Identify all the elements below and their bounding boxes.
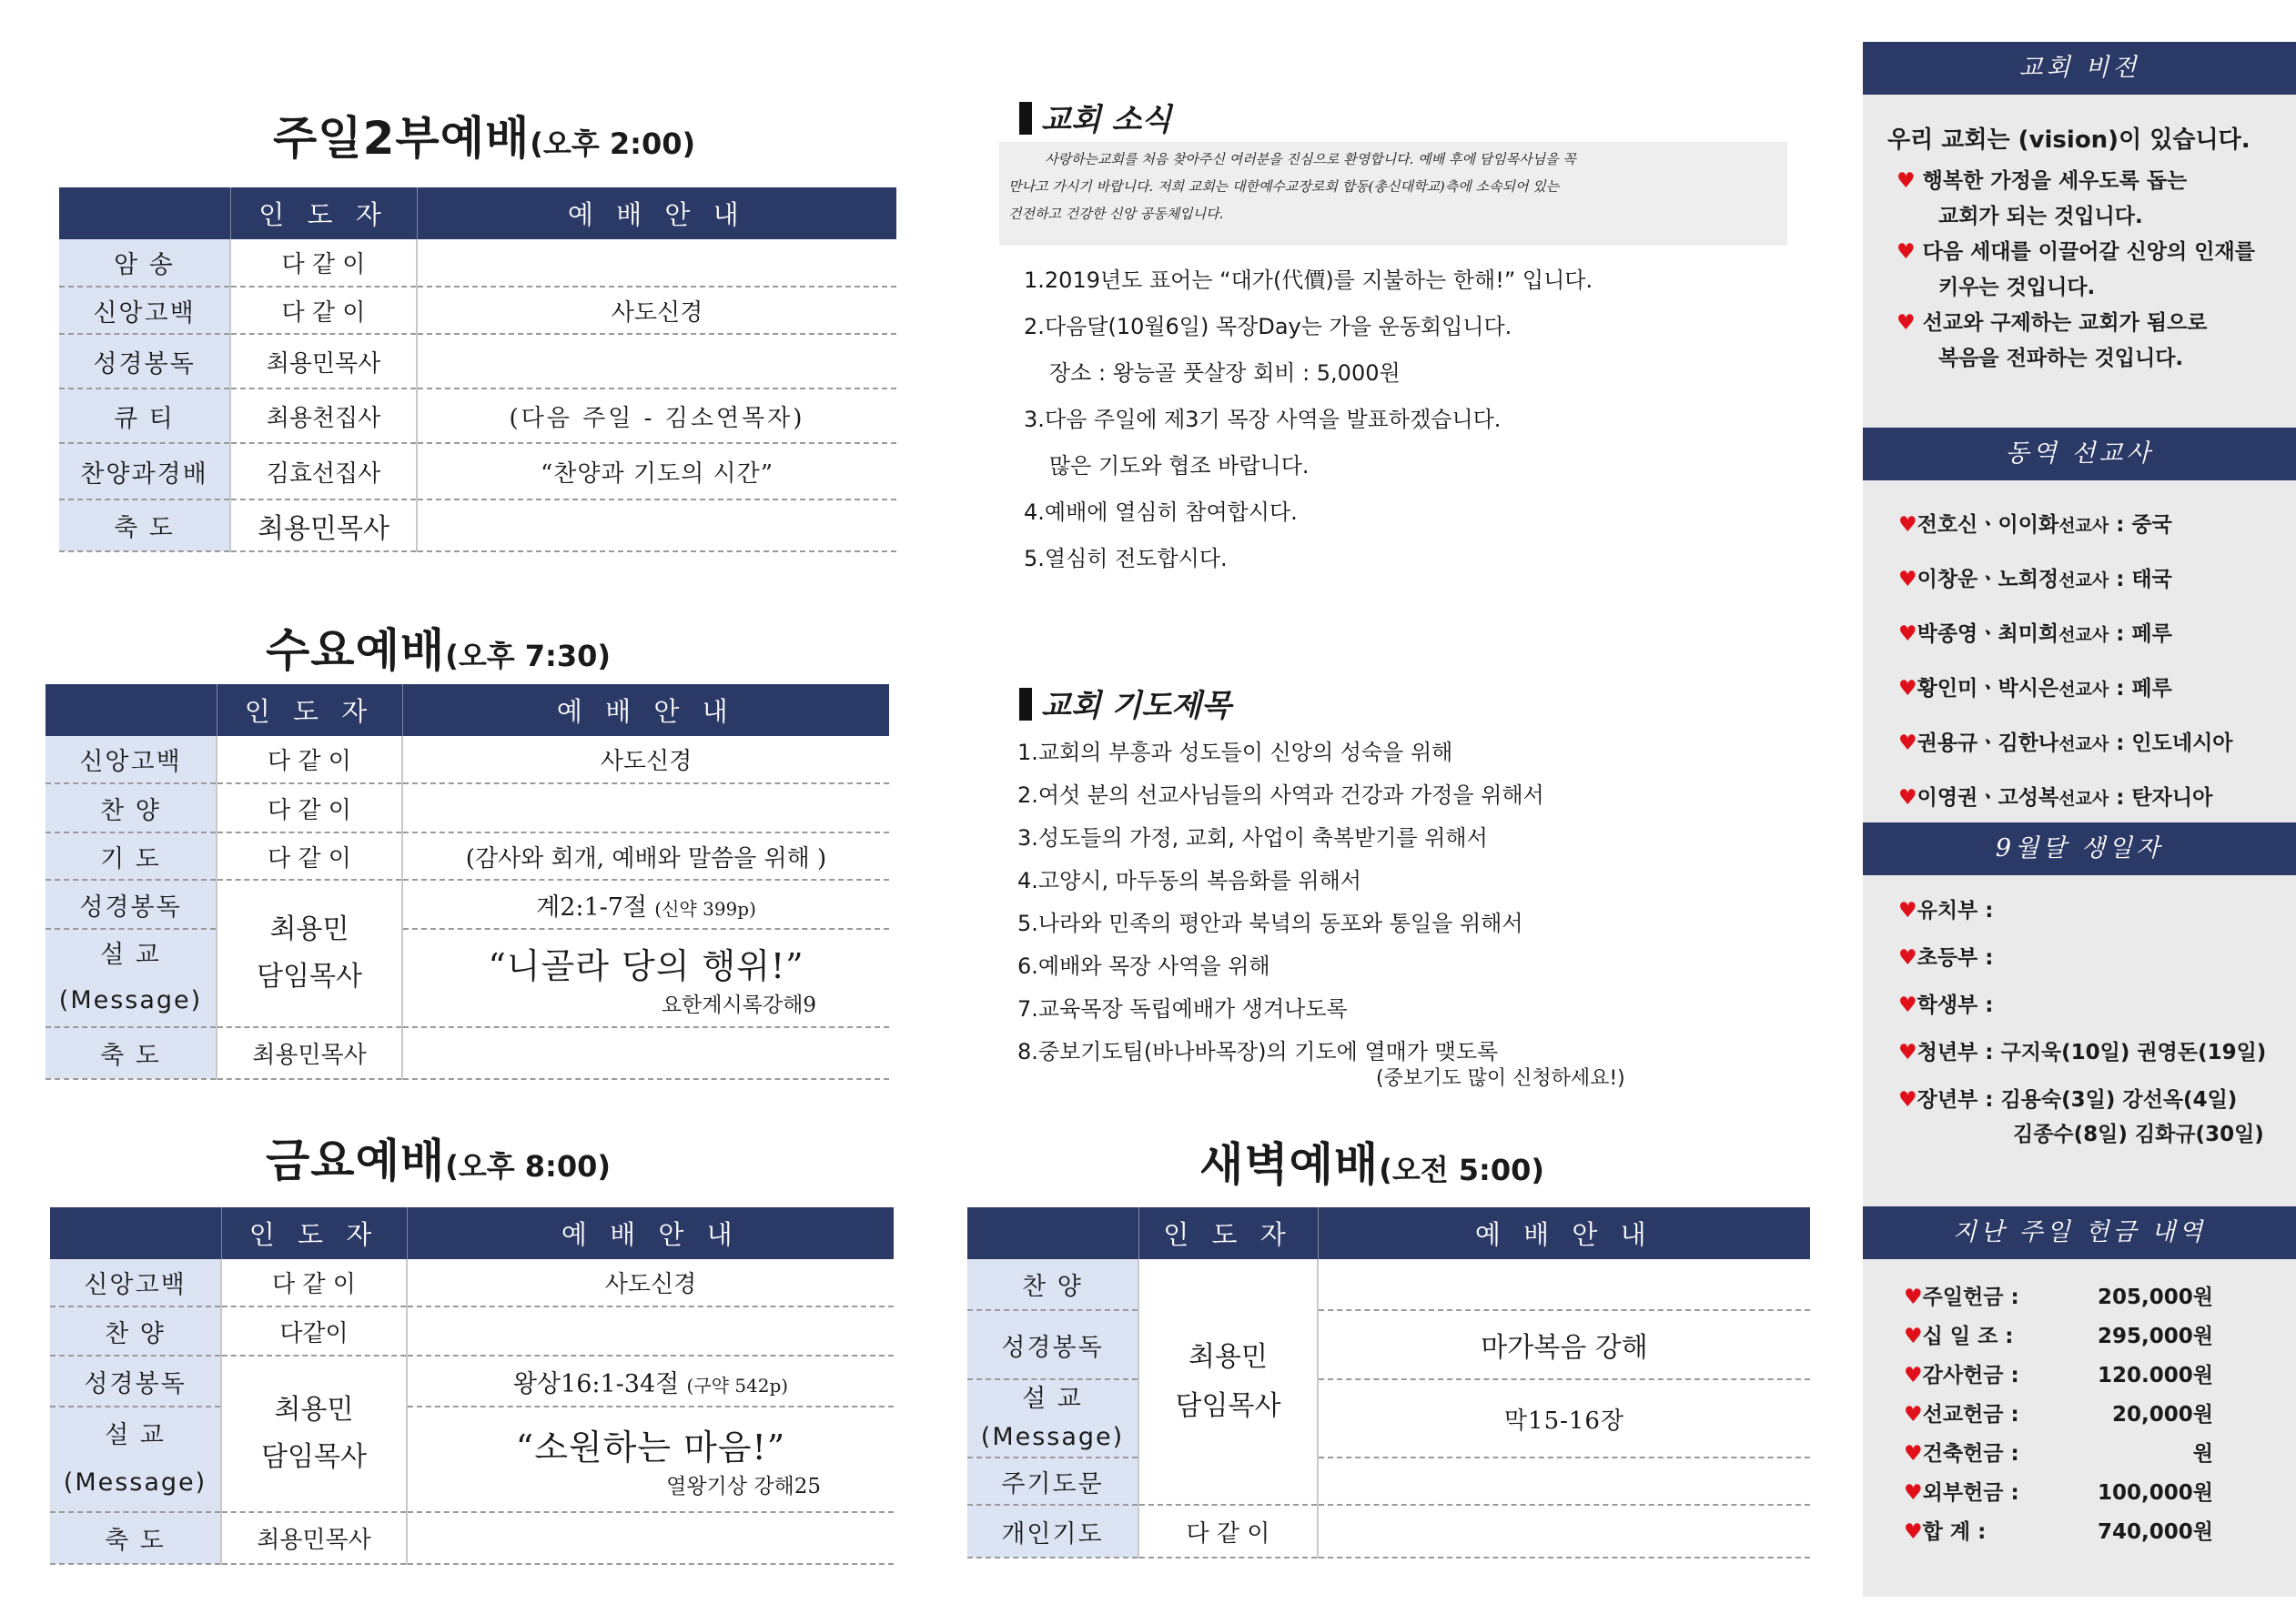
heart-icon: ♥ (1898, 786, 1917, 810)
heart-icon: ♥ (1898, 946, 1917, 970)
vision-heading: 교회 비전 (1863, 42, 2296, 95)
sermon-label: 설 교 (105, 1421, 166, 1449)
header-leader: 인 도 자 (1138, 1207, 1318, 1259)
row-info: (감사와 회개, 예배와 말씀을 위해 ) (402, 832, 889, 880)
wednesday-table (46, 684, 889, 1080)
table-row (50, 1356, 894, 1407)
sermon-cell (402, 929, 889, 1027)
table-row (967, 1310, 1810, 1379)
row-leader: 최용민목사 (221, 1512, 407, 1564)
heart-icon: ♥ (1898, 677, 1917, 701)
scripture-ref: 계2:1-7절 (536, 893, 648, 922)
table-row (50, 1259, 894, 1306)
missionary-country: : 인도네시아 (2109, 731, 2233, 755)
row-label (50, 1407, 221, 1512)
heart-icon: ♥ (1898, 1088, 1917, 1112)
missionary-names: 전호신ㆍ이이화 (1917, 513, 2059, 537)
birthday-dept: 학생부 : (1917, 994, 1994, 1017)
wednesday-title-text: 수요예배 (266, 624, 446, 677)
row-info: 사도신경 (417, 287, 896, 334)
scripture-page: (구약 542p) (686, 1374, 789, 1397)
offering-amount: 740,000원 (2098, 1520, 2213, 1544)
missionary-country: : 태국 (2109, 568, 2172, 591)
birthday-item (1898, 982, 2266, 1029)
news-item: 2.다음달(10월6일) 목장Day는 가을 운동회입니다. (1024, 314, 1512, 339)
heart-icon: ♥ (1904, 1403, 1923, 1427)
sunday-time: (오후 2:00) (530, 126, 696, 161)
birthday-item (1898, 887, 2266, 934)
news-item: 많은 기도와 협조 바랍니다. (1049, 453, 1310, 479)
missionary-country: : 페루 (2109, 677, 2172, 701)
table-row (50, 1512, 894, 1564)
prayer-heading (1019, 681, 1231, 725)
table-row (967, 1379, 1810, 1458)
missionary-names: 황인미ㆍ박시은 (1917, 677, 2059, 701)
sermon-title: “소원하는 마음!” (515, 1427, 786, 1468)
offering-item (1904, 1317, 2213, 1357)
missionary-item (1898, 499, 2233, 553)
missionary-role: 선교사 (2058, 570, 2109, 590)
birthday-dept: 유치부 : (1917, 899, 1994, 923)
table-row (50, 1306, 894, 1356)
birthday-dept: 장년부 : (1917, 1088, 1994, 1112)
offering-amount: 20,000원 (2112, 1403, 2213, 1427)
heart-icon: ♥ (1896, 240, 1916, 264)
wednesday-time: (오후 7:30) (445, 639, 612, 673)
heart-icon: ♥ (1898, 513, 1917, 537)
dawn-table (967, 1207, 1810, 1558)
welcome-line: 건전하고 건강한 신앙 공동체입니다. (1008, 206, 1224, 222)
birthday-item (1898, 1029, 2266, 1076)
row-label: 찬 양 (50, 1306, 221, 1356)
offering-item (1904, 1396, 2213, 1435)
vision-text: 선교와 구제하는 교회가 됨으로 (1922, 311, 2208, 335)
vision-text: 행복한 가정을 세우도록 돕는 (1922, 169, 2188, 193)
row-leader: 다 같 이 (221, 1259, 407, 1306)
heart-icon: ♥ (1898, 899, 1917, 923)
row-label (46, 929, 217, 1027)
row-leader: 다 같 이 (217, 832, 402, 880)
header-info: 예 배 안 내 (407, 1207, 894, 1259)
message-label: (Message) (980, 1423, 1125, 1451)
message-label: (Message) (58, 986, 203, 1014)
header-leader: 인 도 자 (221, 1207, 407, 1259)
row-info: 사도신경 (402, 736, 889, 783)
row-label: 개인기도 (967, 1505, 1138, 1558)
friday-title (266, 1125, 611, 1190)
table-row (50, 1407, 894, 1512)
missionary-item (1898, 608, 2233, 662)
leader-cell (217, 880, 402, 1027)
missionary-role: 선교사 (2058, 625, 2109, 645)
sunday-table (59, 187, 896, 552)
sermon-label: 설 교 (100, 941, 161, 969)
row-label: 신앙고백 (46, 736, 217, 783)
heart-icon: ♥ (1904, 1364, 1923, 1387)
row-label: 신앙고백 (59, 287, 230, 334)
offering-item (1904, 1435, 2213, 1474)
welcome-line: 만나고 가시기 바랍니다. 저희 교회는 대한예수교장로회 합동(총신대학교)측에 소속되어 있는 (1008, 178, 1560, 195)
sermon-cell (407, 1407, 894, 1512)
leader-name: 최용민 (1188, 1340, 1268, 1373)
friday-title-text: 금요예배 (266, 1135, 446, 1187)
heart-icon: ♥ (1898, 731, 1917, 755)
row-info (1318, 1259, 1810, 1310)
row-label: 성경봉독 (967, 1310, 1138, 1379)
birthday-list (1898, 887, 2266, 1124)
heart-icon: ♥ (1896, 169, 1916, 193)
row-leader: 다 같 이 (230, 287, 417, 334)
row-label: 신앙고백 (50, 1259, 221, 1306)
sermon-series: 요한계시록강해9 (661, 994, 816, 1017)
news-item: 1.2019년도 표어는 “대가(代價)를 지불하는 한해!” 입니다. (1024, 267, 1593, 293)
prayer-note: (중보기도 많이 신청하세요!) (1376, 1067, 1625, 1090)
news-item: 5.열심히 전도합시다. (1024, 546, 1228, 571)
table-row (46, 929, 889, 1027)
heart-icon: ♥ (1904, 1286, 1923, 1309)
leader-role: 담임목사 (257, 961, 362, 993)
vision-text: 다음 세대를 이끌어갈 신앙의 인재를 (1922, 240, 2255, 264)
birthdays-heading: 9월달 생일자 (1863, 822, 2296, 875)
row-leader: 다 같 이 (230, 239, 417, 287)
table-row (967, 1458, 1810, 1505)
header-info: 예 배 안 내 (402, 684, 889, 736)
prayer-item: 7.교육목장 독립예배가 생겨나도록 (1017, 996, 1348, 1022)
table-row (59, 239, 896, 287)
prayer-list (1017, 731, 1544, 1074)
scripture-cell (402, 880, 889, 929)
vision-text: 복음을 전파하는 것입니다. (1938, 347, 2184, 370)
vision-text: 교회가 되는 것입니다. (1938, 205, 2143, 228)
offering-label: 합 계 : (1922, 1520, 1987, 1544)
welcome-box (999, 142, 1787, 246)
row-leader: 김효선집사 (230, 443, 417, 499)
birthday-dept: 초등부 : (1917, 946, 1994, 970)
row-label: 축 도 (50, 1512, 221, 1564)
dawn-time: (오전 5:00) (1379, 1153, 1545, 1187)
news-item: 3.다음 주일에 제3기 목장 사역을 발표하겠습니다. (1024, 407, 1502, 432)
missionary-names: 권용규ㆍ김한나 (1917, 731, 2059, 755)
sermon-series: 열왕기상 강해25 (666, 1475, 821, 1498)
offering-item (1904, 1513, 2213, 1552)
heart-icon: ♥ (1898, 1041, 1917, 1064)
leader-cell (221, 1356, 407, 1512)
table-row (59, 334, 896, 388)
offering-label: 감사헌금 : (1922, 1364, 2019, 1387)
message-label: (Message) (63, 1468, 207, 1497)
row-leader: 다 같 이 (217, 736, 402, 783)
news-heading-text: 교회 소식 (1041, 102, 1172, 138)
table-row (46, 1027, 889, 1079)
header-leader: 인 도 자 (217, 684, 402, 736)
table-row (46, 880, 889, 929)
heart-icon: ♥ (1904, 1442, 1923, 1466)
row-leader: 최용민목사 (230, 334, 417, 388)
missionary-role: 선교사 (2058, 516, 2109, 536)
row-leader: 최용민목사 (230, 499, 417, 551)
vision-intro: 우리 교회는 (vision)이 있습니다. (1887, 126, 2250, 154)
vision-text: 키우는 것입니다. (1938, 276, 2096, 299)
row-info: 마가복음 강해 (1318, 1310, 1810, 1379)
missionary-country: : 탄자니아 (2109, 786, 2213, 810)
offering-amount: 원 (2192, 1442, 2213, 1466)
row-info: 사도신경 (407, 1259, 894, 1306)
table-row (59, 499, 896, 551)
offering-label: 외부헌금 : (1922, 1481, 2019, 1505)
row-label: 암 송 (59, 239, 230, 287)
sermon-title: “니골라 당의 행위!” (488, 946, 804, 986)
missionary-country: : 중국 (2109, 513, 2172, 537)
table-row (59, 388, 896, 443)
wednesday-title (266, 614, 611, 680)
table-row (46, 783, 889, 832)
missionary-item (1898, 772, 2233, 826)
row-leader: 다같이 (221, 1306, 407, 1356)
row-info (1318, 1458, 1810, 1505)
heart-icon: ♥ (1896, 311, 1916, 335)
heart-icon: ♥ (1904, 1325, 1923, 1348)
heart-icon: ♥ (1898, 994, 1917, 1017)
row-label: 기 도 (46, 832, 217, 880)
row-info (402, 783, 889, 832)
birthday-dept: 청년부 : (1917, 1041, 1994, 1064)
prayer-heading-text: 교회 기도제목 (1041, 688, 1231, 724)
offering-amount: 205,000원 (2098, 1286, 2213, 1309)
table-header (59, 187, 896, 239)
offering-label: 십 일 조 : (1922, 1325, 2014, 1348)
row-label: 찬 양 (46, 783, 217, 832)
row-info (407, 1306, 894, 1356)
row-leader: 다 같 이 (217, 783, 402, 832)
row-info (417, 239, 896, 287)
row-label: 찬양과경배 (59, 443, 230, 499)
heart-icon: ♥ (1898, 622, 1917, 646)
missionary-role: 선교사 (2058, 789, 2109, 809)
offering-item (1904, 1357, 2213, 1396)
scripture-cell (407, 1356, 894, 1407)
news-item: 장소 : 왕능골 풋살장 회비 : 5,000원 (1049, 360, 1401, 386)
news-item: 4.예배에 열심히 참여합시다. (1024, 499, 1298, 525)
heart-icon: ♥ (1904, 1520, 1923, 1544)
missionary-item (1898, 553, 2233, 608)
row-info (417, 499, 896, 551)
header-blank (59, 187, 230, 239)
row-info: “찬양과 기도의 시간” (417, 443, 896, 499)
offering-heading: 지난 주일 헌금 내역 (1863, 1206, 2296, 1259)
birthday-names: 구지욱(10일) 권영돈(19일) (2000, 1041, 2267, 1064)
row-label: 축 도 (59, 499, 230, 551)
row-label: 찬 양 (967, 1259, 1138, 1310)
heart-icon: ♥ (1904, 1481, 1923, 1505)
leader-name: 최용민 (269, 913, 349, 945)
scripture-ref: 왕상16:1-34절 (512, 1369, 680, 1398)
missionary-list (1898, 499, 2233, 826)
leader-cell (1138, 1259, 1318, 1505)
missionary-names: 박종영ㆍ최미희 (1917, 622, 2059, 646)
row-info: 막15-16장 (1318, 1379, 1810, 1458)
table-row (59, 443, 896, 499)
header-blank (50, 1207, 221, 1259)
missionary-item (1898, 717, 2233, 772)
leader-role: 담임목사 (1175, 1389, 1281, 1422)
friday-table (50, 1207, 894, 1565)
dawn-title (1199, 1128, 1544, 1194)
prayer-item: 6.예배와 목장 사역을 위해 (1017, 953, 1270, 979)
row-label: 축 도 (46, 1027, 217, 1079)
table-row (59, 287, 896, 334)
heart-icon: ♥ (1898, 568, 1917, 591)
prayer-item: 5.나라와 민족의 평안과 북녘의 동포와 통일을 위해서 (1017, 911, 1523, 936)
missionary-names: 이창운ㆍ노희정 (1917, 568, 2059, 591)
prayer-item: 4.고양시, 마두동의 복음화를 위해서 (1017, 868, 1361, 893)
prayer-item: 1.교회의 부흥과 성도들이 신앙의 성숙을 위해 (1017, 740, 1453, 765)
table-header (46, 684, 889, 736)
row-label: 성경봉독 (59, 334, 230, 388)
birthday-names: 김용숙(3일) 강선옥(4일) (2000, 1088, 2238, 1112)
table-row (967, 1505, 1810, 1558)
offering-amount: 120.000원 (2098, 1364, 2213, 1387)
sunday-title (273, 102, 695, 167)
row-info (1318, 1505, 1810, 1558)
row-info (417, 334, 896, 388)
offering-label: 주일헌금 : (1922, 1286, 2019, 1309)
leader-role: 담임목사 (261, 1441, 367, 1473)
table-header (50, 1207, 894, 1259)
friday-time: (오후 8:00) (445, 1149, 612, 1184)
row-leader: 다 같 이 (1138, 1505, 1318, 1558)
table-row (967, 1259, 1810, 1310)
news-list (1024, 257, 1593, 582)
news-heading (1019, 95, 1171, 139)
missionary-country: : 페루 (2109, 622, 2172, 646)
sunday-title-text: 주일2부예배 (273, 112, 531, 165)
dawn-title-text: 새벽예배 (1199, 1138, 1380, 1191)
sermon-label: 설 교 (1022, 1385, 1083, 1413)
table-row (46, 736, 889, 783)
missionary-item (1898, 662, 2233, 717)
leader-name: 최용민 (274, 1394, 354, 1426)
offering-list (1904, 1278, 2213, 1552)
missionary-role: 선교사 (2058, 680, 2109, 700)
row-info: (다음 주일 - 김소연목자) (417, 388, 896, 443)
header-blank (46, 684, 217, 736)
offering-amount: 100,000원 (2098, 1481, 2213, 1505)
header-blank (967, 1207, 1138, 1259)
prayer-item: 2.여섯 분의 선교사님들의 사역과 건강과 가정을 위해서 (1017, 782, 1544, 808)
vision-list (1896, 164, 2255, 377)
offering-item (1904, 1474, 2213, 1513)
table-row (46, 832, 889, 880)
offering-item (1904, 1278, 2213, 1317)
offering-amount: 295,000원 (2098, 1325, 2213, 1348)
welcome-line: 사랑하는교회를 처음 찾아주신 여러분을 진심으로 환영합니다. 예배 후에 담임목사님을 꼭 (1045, 151, 1576, 167)
row-label: 큐 티 (59, 388, 230, 443)
header-leader: 인 도 자 (230, 187, 417, 239)
row-leader: 최용천집사 (230, 388, 417, 443)
missionary-role: 선교사 (2058, 734, 2109, 754)
offering-label: 선교헌금 : (1922, 1403, 2019, 1427)
missionaries-heading: 동역 선교사 (1863, 428, 2296, 480)
birthday-item (1898, 934, 2266, 982)
heading-bar-icon (1019, 688, 1032, 721)
prayer-item: 3.성도들의 가정, 교회, 사업이 축복받기를 위해서 (1017, 825, 1488, 851)
row-label: 주기도문 (967, 1458, 1138, 1505)
row-info (407, 1512, 894, 1564)
table-header (967, 1207, 1810, 1259)
row-info (402, 1027, 889, 1079)
row-label: 성경봉독 (46, 880, 217, 929)
missionary-names: 이영권ㆍ고성복 (1917, 786, 2059, 810)
scripture-page: (신약 399p) (654, 897, 756, 920)
row-leader: 최용민목사 (217, 1027, 402, 1079)
row-label (967, 1379, 1138, 1458)
row-label: 성경봉독 (50, 1356, 221, 1407)
offering-label: 건축헌금 : (1922, 1442, 2019, 1466)
heading-bar-icon (1019, 102, 1032, 135)
header-info: 예 배 안 내 (1318, 1207, 1810, 1259)
prayer-item: 8.중보기도팀(바나바목장)의 기도에 열매가 맺도록 (1017, 1039, 1499, 1064)
birthday-extra: 김종수(8일) 김화규(30일) (2013, 1123, 2264, 1146)
header-info: 예 배 안 내 (417, 187, 896, 239)
